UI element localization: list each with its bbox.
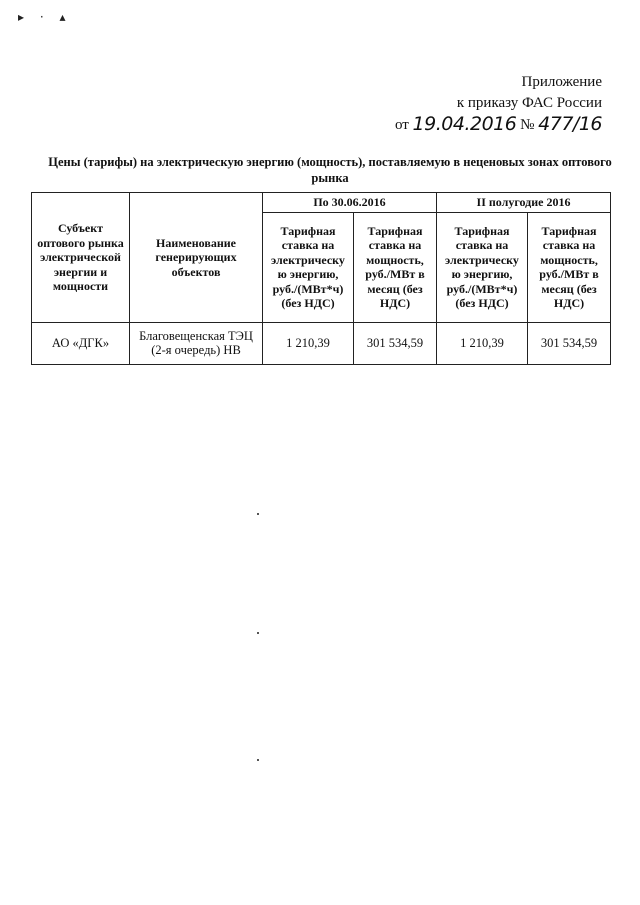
header-period-2: II полугодие 2016 bbox=[437, 193, 611, 213]
document-title: Цены (тарифы) на электрическую энергию (мощность), поставляемую в неценовых зонах оптового рынка bbox=[48, 155, 612, 185]
tariff-table bbox=[31, 192, 611, 365]
header-subject: Субъект оптового рынка электрической энергии и мощности bbox=[32, 193, 130, 323]
scan-speck bbox=[257, 513, 259, 515]
table-row bbox=[32, 322, 611, 364]
order-date-handwritten: 19.04.2016 bbox=[412, 113, 517, 135]
header-p2-energy-rate: Тарифная ставка на электрическу ю энергию, руб./(МВт*ч) (без НДС) bbox=[437, 212, 528, 322]
scan-speck bbox=[257, 632, 259, 634]
header-objects: Наименование генерирующих объектов bbox=[130, 193, 263, 323]
order-number-handwritten: 477/16 bbox=[538, 113, 602, 135]
header-period-1: По 30.06.2016 bbox=[263, 193, 437, 213]
header-p1-energy-rate: Тарифная ставка на электрическу ю энергию, руб./(МВт*ч) (без НДС) bbox=[263, 212, 354, 322]
header-p1-power-rate: Тарифная ставка на мощность, руб./МВт в месяц (без НДС) bbox=[354, 212, 437, 322]
cell-p1-power: 301 534,59 bbox=[354, 322, 437, 364]
table-header-row bbox=[32, 193, 611, 213]
appendix-order-ref: к приказу ФАС России bbox=[456, 95, 602, 111]
cell-p2-energy: 1 210,39 bbox=[437, 322, 528, 364]
order-number-sign: № bbox=[520, 117, 535, 133]
appendix-label: Приложение bbox=[521, 74, 602, 90]
appendix-block bbox=[382, 72, 602, 136]
cell-p1-energy: 1 210,39 bbox=[263, 322, 354, 364]
appendix-order-date-line bbox=[382, 114, 602, 136]
cell-subject: АО «ДГК» bbox=[32, 322, 130, 364]
header-p2-power-rate: Тарифная ставка на мощность, руб./МВт в месяц (без НДС) bbox=[528, 212, 611, 322]
cell-object: Благовещенская ТЭЦ (2-я очередь) НВ bbox=[130, 322, 263, 364]
order-date-prefix: от bbox=[394, 117, 409, 133]
scan-corner-marks: ▸ · ▴ bbox=[18, 10, 72, 24]
scan-speck bbox=[257, 759, 259, 761]
cell-p2-power: 301 534,59 bbox=[528, 322, 611, 364]
